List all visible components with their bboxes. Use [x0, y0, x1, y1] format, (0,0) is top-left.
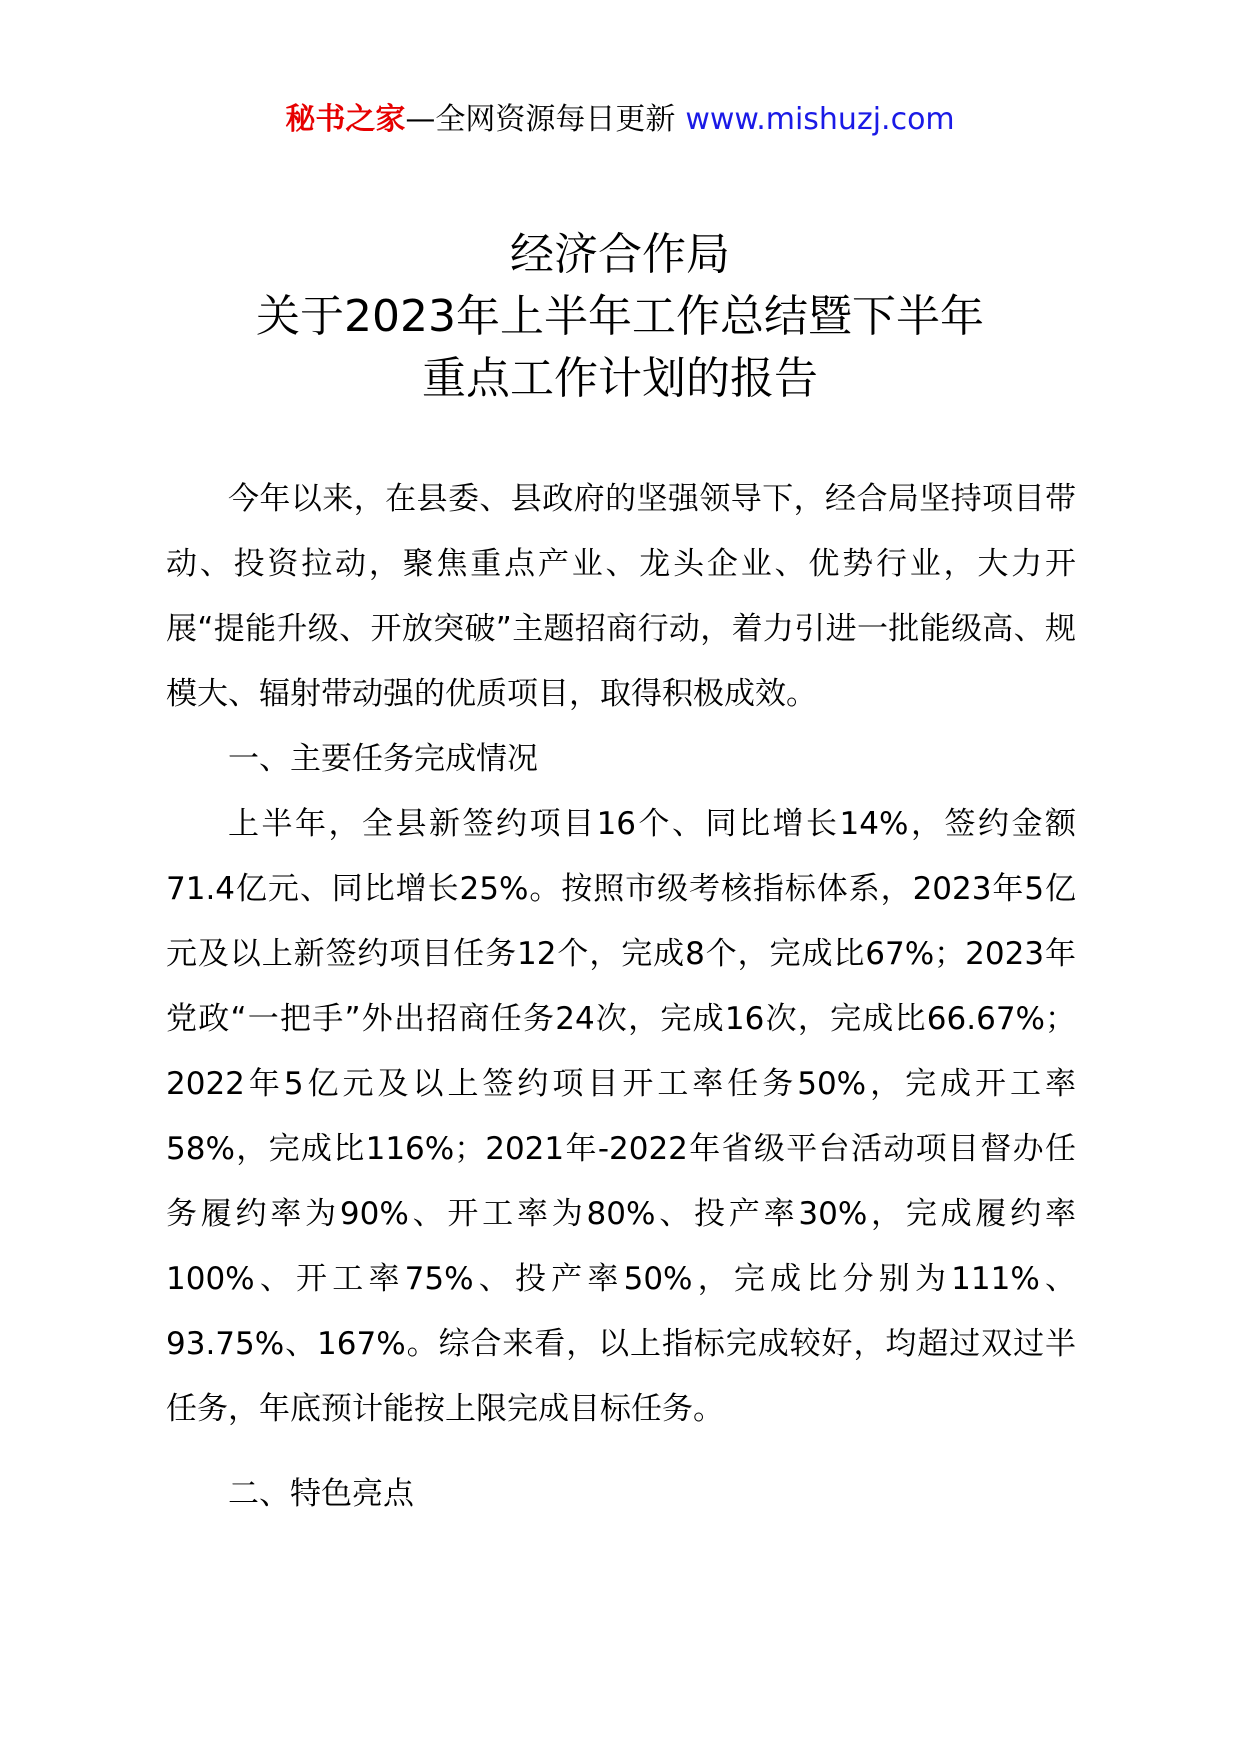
document-title: [0, 224, 1240, 410]
site-url-link[interactable]: www.mishuzj.com: [685, 102, 955, 137]
site-brand-name: 秘书之家: [285, 102, 406, 137]
section-1-paragraph: 上半年，全县新签约项目16个、同比增长14%，签约金额71.4亿元、同比增长25%。按照市级考核指标体系，2023年5亿元及以上新签约项目任务12个，完成8个，完成比67%；2023年党政“一把手”外出招商任务24次，完成16次，完成比66.67%；2022年5亿元及以上签约项目开工率任务50%，完成开工率58%，完成比116%；2021年-2022年省级平台活动项目督办任务履约率为90%、开工率为80%、投产率30%，完成履约率100%、开工率75%、投产率50%，完成比分别为111%、93.75%、167%。综合来看，以上指标完成较好，均超过双过半任务，年底预计能按上限完成目标任务。: [166, 806, 1076, 1427]
title-line-1: 经济合作局: [510, 229, 730, 280]
document-body: [166, 467, 1076, 1527]
section-1-heading: 一、主要任务完成情况: [228, 741, 538, 777]
title-line-2: 关于2023年上半年工作总结暨下半年: [256, 291, 984, 342]
site-header-banner: [0, 100, 1240, 140]
section-2-heading: 二、特色亮点: [228, 1476, 414, 1512]
title-line-3: 重点工作计划的报告: [422, 353, 818, 404]
intro-paragraph: 今年以来，在县委、县政府的坚强领导下，经合局坚持项目带动、投资拉动，聚焦重点产业、龙头企业、优势行业，大力开展“提能升级、开放突破”主题招商行动，着力引进一批能级高、规模大、辐射带动强的优质项目，取得积极成效。: [166, 481, 1076, 712]
site-tagline: —全网资源每日更新: [405, 102, 676, 137]
